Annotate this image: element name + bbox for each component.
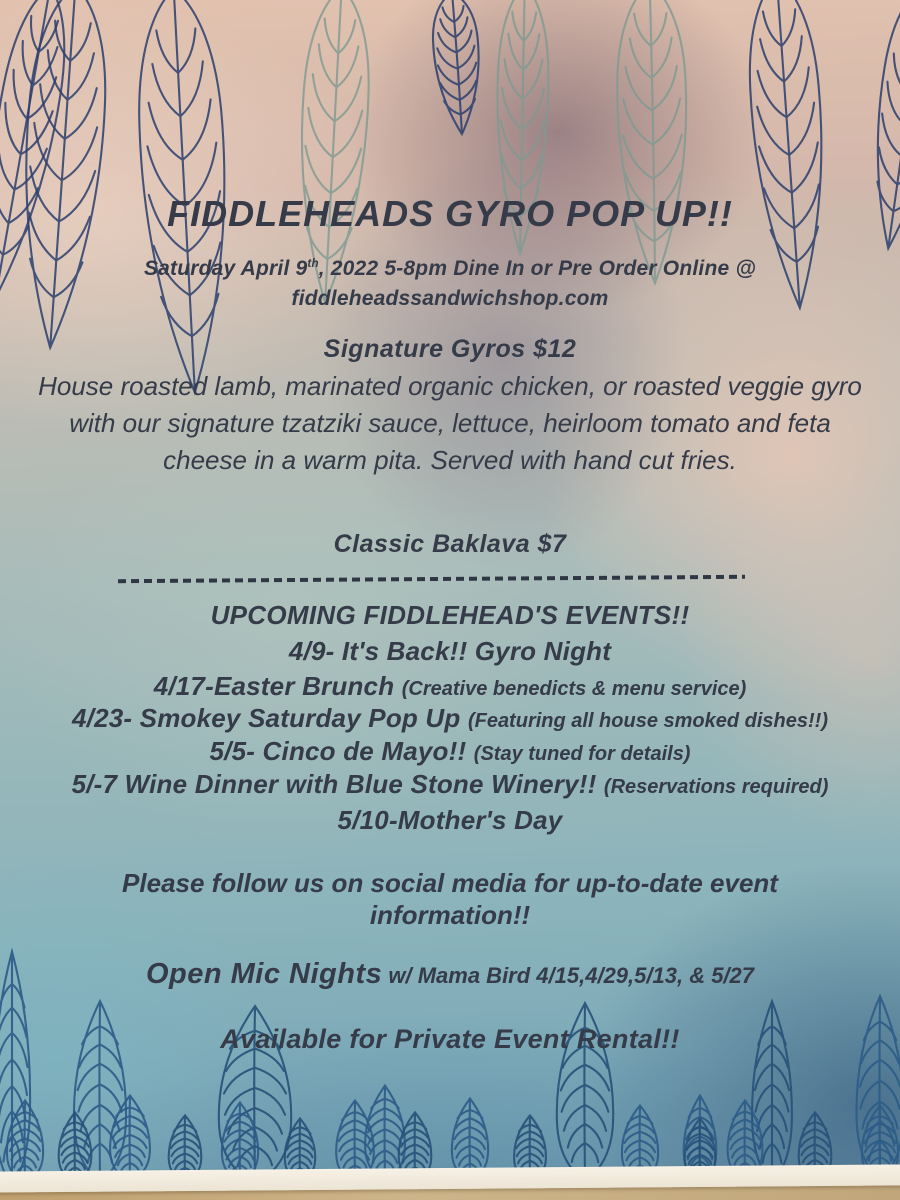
- baklava-menu-item: Classic Baklava $7: [333, 530, 567, 558]
- event-item: [0, 671, 900, 702]
- private-rental-note: Available for Private Event Rental!!: [220, 1024, 680, 1054]
- date-rest: , 2022 5-8pm Dine In or Pre Order Online @: [318, 257, 757, 280]
- event-item: [0, 636, 900, 667]
- date-ordinal: th: [307, 258, 319, 270]
- open-mic-details: w/ Mama Bird 4/15,4/29,5/13, & 5/27: [388, 963, 755, 988]
- event-text: 5/-7 Wine Dinner with Blue Stone Winery!!: [71, 769, 597, 799]
- event-note: (Reservations required): [603, 776, 829, 798]
- event-item: [0, 805, 900, 836]
- date-text: Saturday April 9: [143, 257, 308, 280]
- event-item: [0, 703, 900, 734]
- dashed-divider: [118, 575, 745, 583]
- event-note: (Stay tuned for details): [473, 743, 691, 765]
- gyro-description: House roasted lamb, marinated organic chicken, or roasted veggie gyro with our signature tzatziki sauce, lettuce, heirloom tomato and feta cheese in a warm pita. Served with hand cut fries.: [38, 371, 862, 475]
- open-mic-title: Open Mic Nights: [145, 958, 383, 990]
- social-media-note: Please follow us on social media for up-to-date event information!!: [122, 868, 778, 930]
- event-text: 4/23- Smokey Saturday Pop Up: [71, 703, 461, 733]
- event-date-line: [0, 249, 900, 314]
- event-text: 5/10-Mother's Day: [337, 805, 563, 835]
- event-note: (Creative benedicts & menu service): [401, 678, 747, 700]
- gyro-menu-title: Signature Gyros $12: [323, 335, 577, 363]
- website-text: fiddleheadssandwichshop.com: [291, 287, 609, 310]
- event-text: 5/5- Cinco de Mayo!!: [209, 736, 467, 766]
- events-header: UPCOMING FIDDLEHEAD'S EVENTS!!: [210, 600, 690, 630]
- open-mic-line: [0, 958, 900, 991]
- event-item: [0, 736, 900, 767]
- event-text: 4/17-Easter Brunch: [153, 671, 395, 701]
- event-text: 4/9- It's Back!! Gyro Night: [288, 636, 612, 666]
- flyer-title: FIDDLEHEADS GYRO POP UP!!: [167, 193, 733, 234]
- event-note: (Featuring all house smoked dishes!!): [467, 710, 828, 732]
- event-item: [0, 769, 900, 800]
